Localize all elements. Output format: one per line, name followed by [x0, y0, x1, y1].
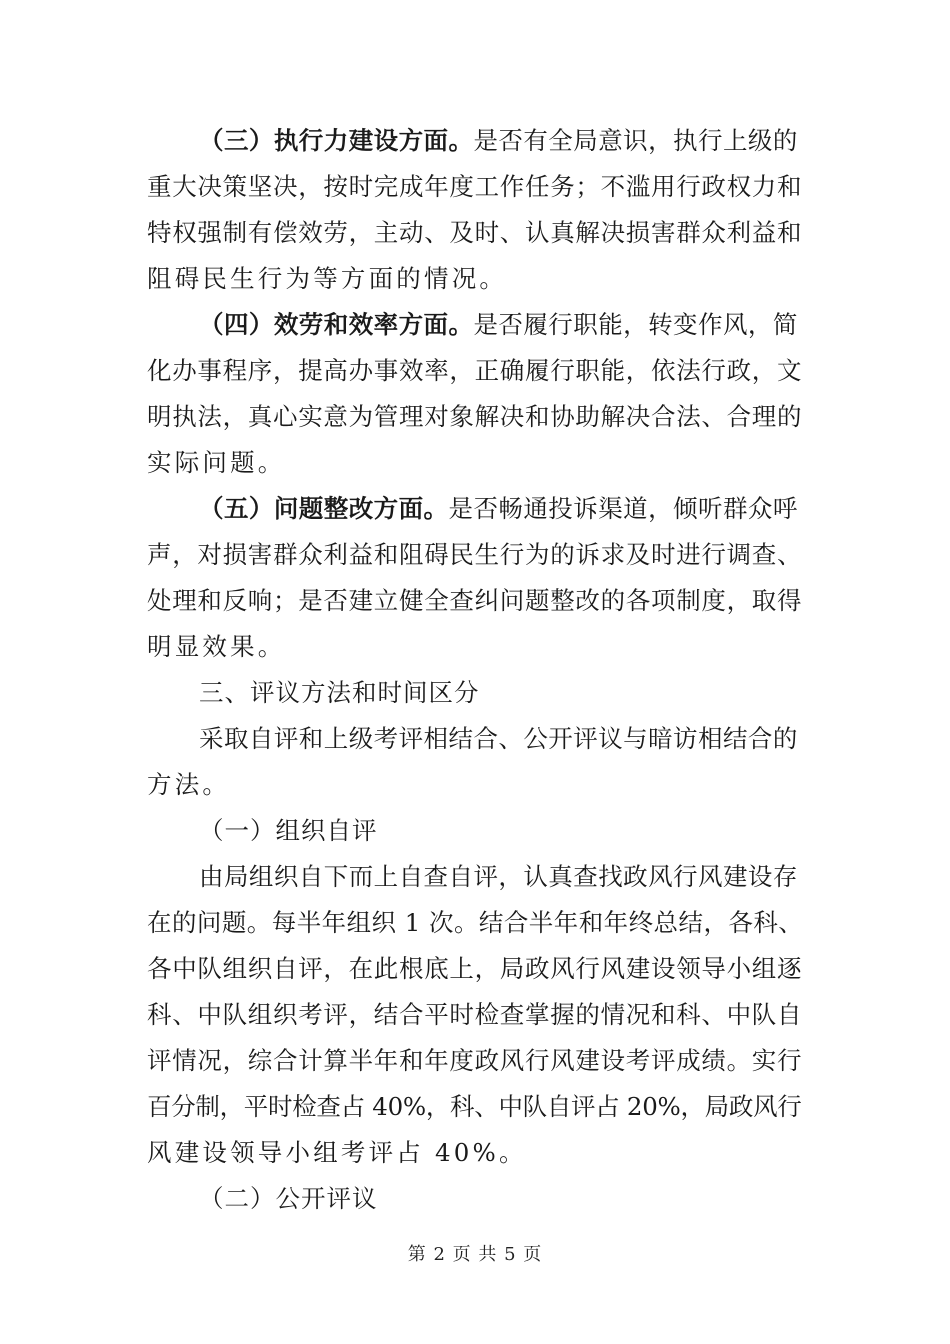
subsection-1-line-3: 各中队组织自评，在此根底上，局政风行风建设领导小组逐: [147, 954, 803, 983]
section-3-line-3: 特权强制有偿效劳，主动、及时、认真解决损害群众利益和: [147, 218, 803, 247]
section-4-line-3: 明执法，真心实意为管理对象解决和协助解决合法、合理的: [147, 402, 803, 431]
subsection-1-line-1: 由局组织自下而上自查自评，认真查找政风行风建设存: [199, 862, 798, 891]
part-3-intro-line-1: 采取自评和上级考评相结合、公开评议与暗访相结合的: [199, 724, 798, 753]
section-3-line-1: [199, 118, 798, 164]
part-3-intro-line-2: 方法。: [147, 770, 231, 799]
subsection-2-heading: （二）公开评议: [199, 1184, 378, 1213]
section-5-label: （五）问题整改方面。: [199, 494, 449, 523]
section-4-text-1: 是否履行职能，转变作风，简: [473, 310, 798, 339]
subsection-1-line-2: 在的问题。每半年组织 1 次。结合半年和年终总结，各科、: [147, 908, 804, 937]
section-4-line-4: 实际问题。: [147, 448, 286, 477]
subsection-1-heading: （一）组织自评: [199, 816, 378, 845]
section-3-label: （三）执行力建设方面。: [199, 126, 474, 155]
part-3-heading: 三、评议方法和时间区分: [199, 678, 480, 707]
section-5-line-1: [199, 486, 798, 532]
section-3-text-1: 是否有全局意识，执行上级的: [473, 126, 798, 155]
section-3-line-2: 重大决策坚决，按时完成年度工作任务；不滥用行政权力和: [147, 172, 803, 201]
section-4-line-1: [199, 302, 798, 348]
section-4-label: （四）效劳和效率方面。: [199, 310, 474, 339]
subsection-1-line-6: 百分制，平时检查占 40%，科、中队自评占 20%，局政风行: [147, 1092, 802, 1121]
section-5-line-3: 处理和反响；是否建立健全查纠问题整改的各项制度，取得: [147, 586, 803, 615]
page-footer: 第 2 页 共 5 页: [407, 1244, 543, 1265]
section-5-text-1: 是否畅通投诉渠道，倾听群众呼: [448, 494, 798, 523]
subsection-1-line-5: 评情况，综合计算半年和年度政风行风建设考评成绩。实行: [147, 1046, 803, 1075]
subsection-1-line-4: 科、中队组织考评，结合平时检查掌握的情况和科、中队自: [147, 1000, 803, 1029]
section-5-line-2: 声，对损害群众利益和阻碍民生行为的诉求及时进行调查、: [147, 540, 803, 569]
section-3-line-4: 阻碍民生行为等方面的情况。: [147, 264, 508, 293]
section-4-line-2: 化办事程序，提高办事效率，正确履行职能，依法行政，文: [147, 356, 803, 385]
subsection-1-line-7: 风建设领导小组考评占 40%。: [147, 1138, 527, 1167]
section-5-line-4: 明显效果。: [147, 632, 286, 661]
